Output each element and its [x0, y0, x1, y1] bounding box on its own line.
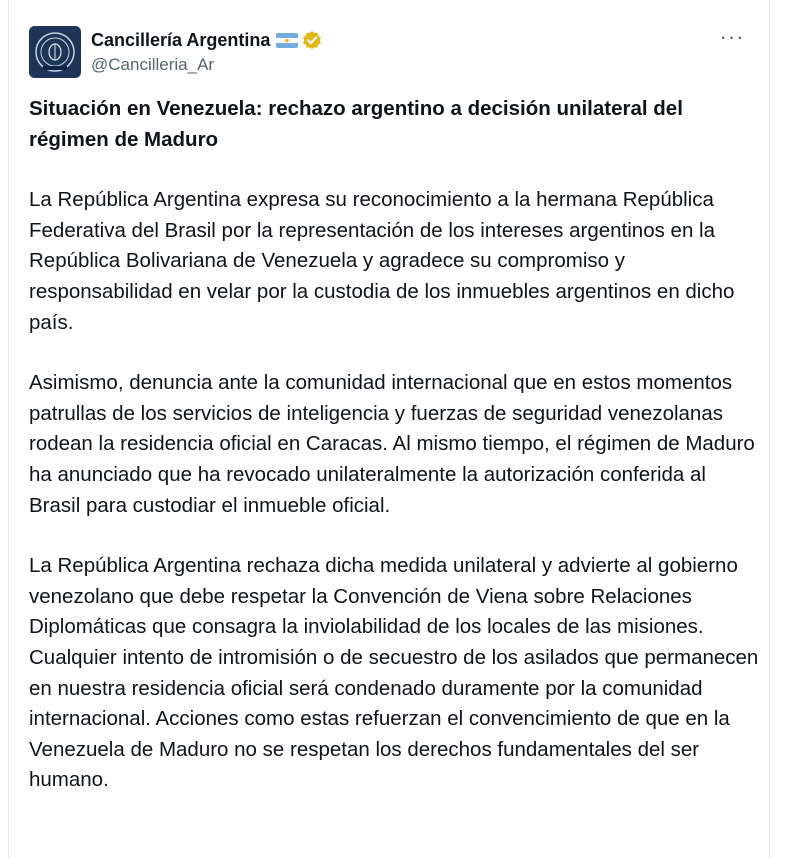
name-row: [91, 28, 322, 52]
post-paragraph: Asimismo, denuncia ante la comunidad internacional que en estos momentos patrullas de los servicios de inteligencia y fuerzas de seguridad venezolanas rodean la residencia oficial en Caracas. Al mismo tiempo, el régimen de Maduro ha anunciado que ha revocado unilateralmente la autorización conferida al Brasil para custodiar el inmueble oficial.: [29, 371, 755, 517]
seal-logo-icon: [29, 26, 81, 78]
avatar[interactable]: [29, 26, 81, 78]
account-names: [91, 28, 322, 75]
post-headline: Situación en Venezuela: rechazo argentino a decisión unilateral del régimen de Maduro: [29, 97, 683, 151]
post-text: [29, 94, 759, 826]
account-handle[interactable]: @Cancilleria_Ar: [91, 55, 215, 74]
post-card: [8, 0, 770, 858]
argentina-flag-icon: [276, 33, 298, 48]
display-name[interactable]: Cancillería Argentina: [91, 29, 271, 50]
post-header: [29, 26, 753, 80]
verified-badge-icon[interactable]: [302, 30, 322, 50]
post-paragraph: La República Argentina expresa su reconocimiento a la hermana República Federativa del Brasil por la representación de los intereses argentinos en la República Bolivariana de Venezuela y agradece su compromiso y responsabilidad en velar por la custodia de los inmuebles argentinos en dicho país.: [29, 188, 735, 334]
post-paragraph: La República Argentina rechaza dicha medida unilateral y advierte al gobierno venezolano que debe respetar la Convención de Viena sobre Relaciones Diplomáticas que consagra la inviolabilidad de los locales de las misiones. Cualquier intento de intromisión o de secuestro de los asilados que permanecen en nuestra residencia oficial será condenado duramente por la comunidad internacional. Acciones como estas refuerzan el convencimiento de que en la Venezuela de Maduro no se respetan los derechos fundamentales del ser humano.: [29, 554, 759, 792]
more-options-icon[interactable]: ···: [719, 24, 745, 49]
